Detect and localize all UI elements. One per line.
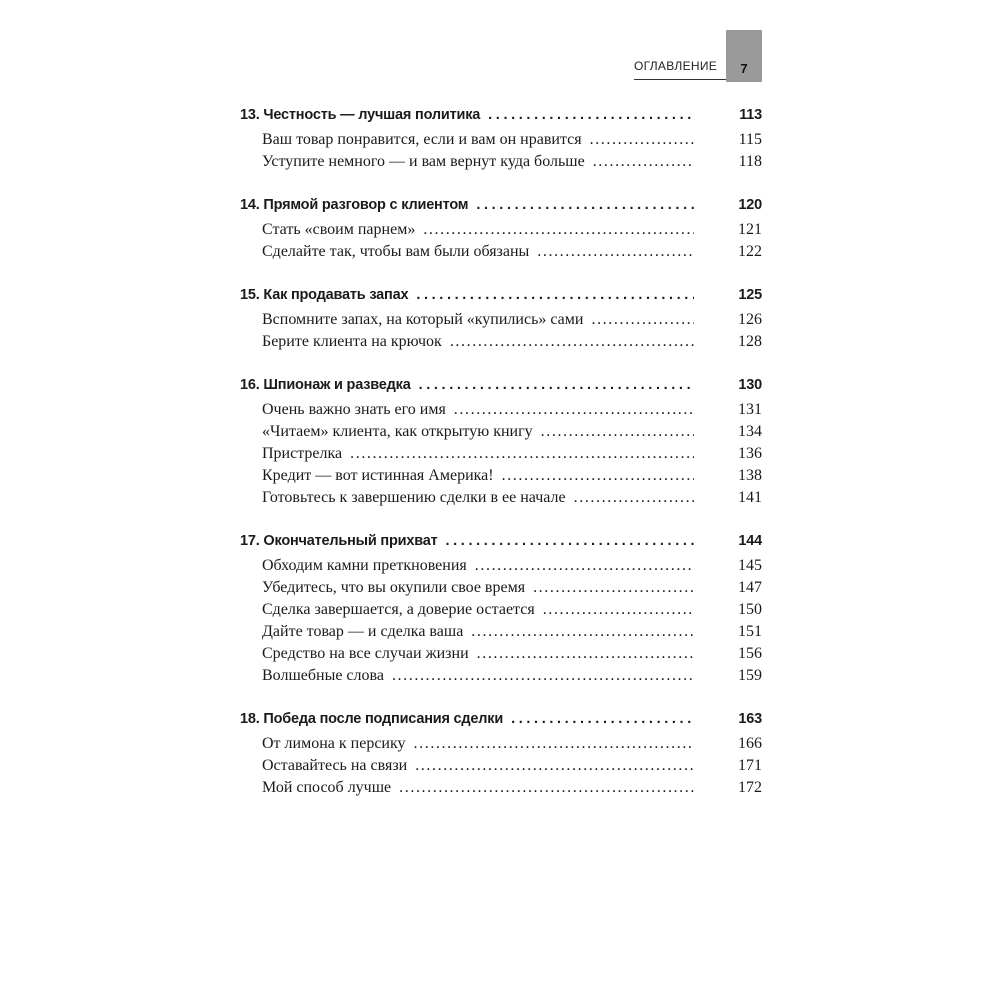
section-entry[interactable] bbox=[240, 643, 762, 665]
dot-leader bbox=[350, 443, 694, 465]
dot-leader bbox=[416, 285, 694, 305]
section-title: Средство на все случаи жизни bbox=[262, 645, 469, 662]
toc-chapter bbox=[240, 709, 762, 799]
header-rule bbox=[634, 79, 726, 80]
section-page-number: 138 bbox=[738, 467, 762, 484]
dot-leader bbox=[488, 105, 694, 125]
section-title: Уступите немного — и вам вернут куда больше bbox=[262, 153, 585, 170]
dot-leader bbox=[533, 577, 694, 599]
dot-leader bbox=[543, 599, 694, 621]
chapter-page-number: 120 bbox=[738, 197, 762, 213]
toc-chapter bbox=[240, 195, 762, 263]
chapter-entry[interactable] bbox=[240, 105, 762, 125]
section-title: Сделайте так, чтобы вам были обязаны bbox=[262, 243, 530, 260]
section-page-number: 166 bbox=[738, 735, 762, 752]
section-entry[interactable] bbox=[240, 443, 762, 465]
header-title: ОГЛАВЛЕНИЕ bbox=[634, 59, 718, 73]
dot-leader bbox=[414, 733, 694, 755]
chapter-page-number: 125 bbox=[738, 287, 762, 303]
chapter-page-number: 163 bbox=[738, 711, 762, 727]
dot-leader bbox=[419, 375, 694, 395]
section-entry[interactable] bbox=[240, 151, 762, 173]
section-title: Готовьтесь к завершению сделки в ее начале bbox=[262, 489, 566, 506]
section-page-number: 118 bbox=[738, 153, 762, 170]
section-entry[interactable] bbox=[240, 399, 762, 421]
section-title: «Читаем» клиента, как открытую книгу bbox=[262, 423, 533, 440]
section-page-number: 147 bbox=[738, 579, 762, 596]
section-title: Очень важно знать его имя bbox=[262, 401, 446, 418]
chapter-title: 16. Шпионаж и разведка bbox=[240, 377, 411, 393]
chapter-page-number: 144 bbox=[738, 533, 762, 549]
section-entry[interactable] bbox=[240, 621, 762, 643]
section-page-number: 115 bbox=[738, 131, 762, 148]
dot-leader bbox=[511, 709, 694, 729]
section-entry[interactable] bbox=[240, 219, 762, 241]
section-page-number: 150 bbox=[738, 601, 762, 618]
section-page-number: 121 bbox=[738, 221, 762, 238]
chapter-title: 14. Прямой разговор с клиентом bbox=[240, 197, 469, 213]
toc-chapter bbox=[240, 531, 762, 687]
section-title: Пристрелка bbox=[262, 445, 343, 462]
chapter-page-number: 113 bbox=[739, 107, 762, 123]
section-page-number: 122 bbox=[738, 243, 762, 260]
page-number: 7 bbox=[740, 61, 748, 76]
dot-leader bbox=[454, 399, 694, 421]
section-entry[interactable] bbox=[240, 733, 762, 755]
section-title: Волшебные слова bbox=[262, 667, 384, 684]
section-page-number: 156 bbox=[738, 645, 762, 662]
section-title: Сделка завершается, а доверие остается bbox=[262, 601, 535, 618]
chapter-title: 13. Честность — лучшая политика bbox=[240, 107, 481, 123]
chapter-page-number: 130 bbox=[738, 377, 762, 393]
section-page-number: 145 bbox=[738, 557, 762, 574]
section-entry[interactable] bbox=[240, 555, 762, 577]
section-page-number: 171 bbox=[738, 757, 762, 774]
section-entry[interactable] bbox=[240, 755, 762, 777]
dot-leader bbox=[476, 195, 694, 215]
section-page-number: 136 bbox=[738, 445, 762, 462]
dot-leader bbox=[593, 151, 694, 173]
dot-leader bbox=[502, 465, 694, 487]
section-entry[interactable] bbox=[240, 309, 762, 331]
dot-leader bbox=[471, 621, 694, 643]
toc-chapter bbox=[240, 105, 762, 173]
chapter-entry[interactable] bbox=[240, 375, 762, 395]
section-entry[interactable] bbox=[240, 465, 762, 487]
toc-chapter bbox=[240, 375, 762, 509]
chapter-entry[interactable] bbox=[240, 195, 762, 215]
section-title: Вспомните запах, на который «купились» сами bbox=[262, 311, 584, 328]
section-entry[interactable] bbox=[240, 777, 762, 799]
section-entry[interactable] bbox=[240, 331, 762, 353]
section-entry[interactable] bbox=[240, 599, 762, 621]
dot-leader bbox=[415, 755, 694, 777]
section-title: Берите клиента на крючок bbox=[262, 333, 442, 350]
section-title: Кредит — вот истинная Америка! bbox=[262, 467, 494, 484]
section-page-number: 159 bbox=[738, 667, 762, 684]
section-page-number: 126 bbox=[738, 311, 762, 328]
chapter-title: 15. Как продавать запах bbox=[240, 287, 409, 303]
dot-leader bbox=[450, 331, 694, 353]
dot-leader bbox=[537, 241, 694, 263]
section-entry[interactable] bbox=[240, 665, 762, 687]
table-of-contents bbox=[240, 105, 762, 821]
section-title: Мой способ лучше bbox=[262, 779, 392, 796]
chapter-title: 18. Победа после подписания сделки bbox=[240, 711, 504, 727]
dot-leader bbox=[574, 487, 694, 509]
running-header bbox=[634, 58, 762, 82]
dot-leader bbox=[423, 219, 694, 241]
toc-chapter bbox=[240, 285, 762, 353]
section-page-number: 141 bbox=[738, 489, 762, 506]
section-title: Убедитесь, что вы окупили свое время bbox=[262, 579, 526, 596]
chapter-entry[interactable] bbox=[240, 531, 762, 551]
chapter-title: 17. Окончательный прихват bbox=[240, 533, 438, 549]
section-page-number: 151 bbox=[738, 623, 762, 640]
section-title: Обходим камни преткновения bbox=[262, 557, 467, 574]
dot-leader bbox=[445, 531, 694, 551]
section-title: От лимона к персику bbox=[262, 735, 406, 752]
section-entry[interactable] bbox=[240, 487, 762, 509]
dot-leader bbox=[590, 129, 694, 151]
dot-leader bbox=[399, 777, 694, 799]
dot-leader bbox=[475, 555, 694, 577]
dot-leader bbox=[591, 309, 694, 331]
dot-leader bbox=[477, 643, 694, 665]
section-page-number: 131 bbox=[738, 401, 762, 418]
chapter-entry[interactable] bbox=[240, 285, 762, 305]
section-page-number: 134 bbox=[738, 423, 762, 440]
section-entry[interactable] bbox=[240, 241, 762, 263]
section-entry[interactable] bbox=[240, 129, 762, 151]
section-entry[interactable] bbox=[240, 577, 762, 599]
section-title: Оставайтесь на связи bbox=[262, 757, 408, 774]
section-entry[interactable] bbox=[240, 421, 762, 443]
section-title: Ваш товар понравится, если и вам он нравится bbox=[262, 131, 582, 148]
chapter-entry[interactable] bbox=[240, 709, 762, 729]
dot-leader bbox=[392, 665, 694, 687]
section-page-number: 128 bbox=[738, 333, 762, 350]
section-title: Стать «своим парнем» bbox=[262, 221, 416, 238]
dot-leader bbox=[541, 421, 694, 443]
page-number-tab bbox=[726, 30, 762, 82]
section-title: Дайте товар — и сделка ваша bbox=[262, 623, 464, 640]
section-page-number: 172 bbox=[738, 779, 762, 796]
